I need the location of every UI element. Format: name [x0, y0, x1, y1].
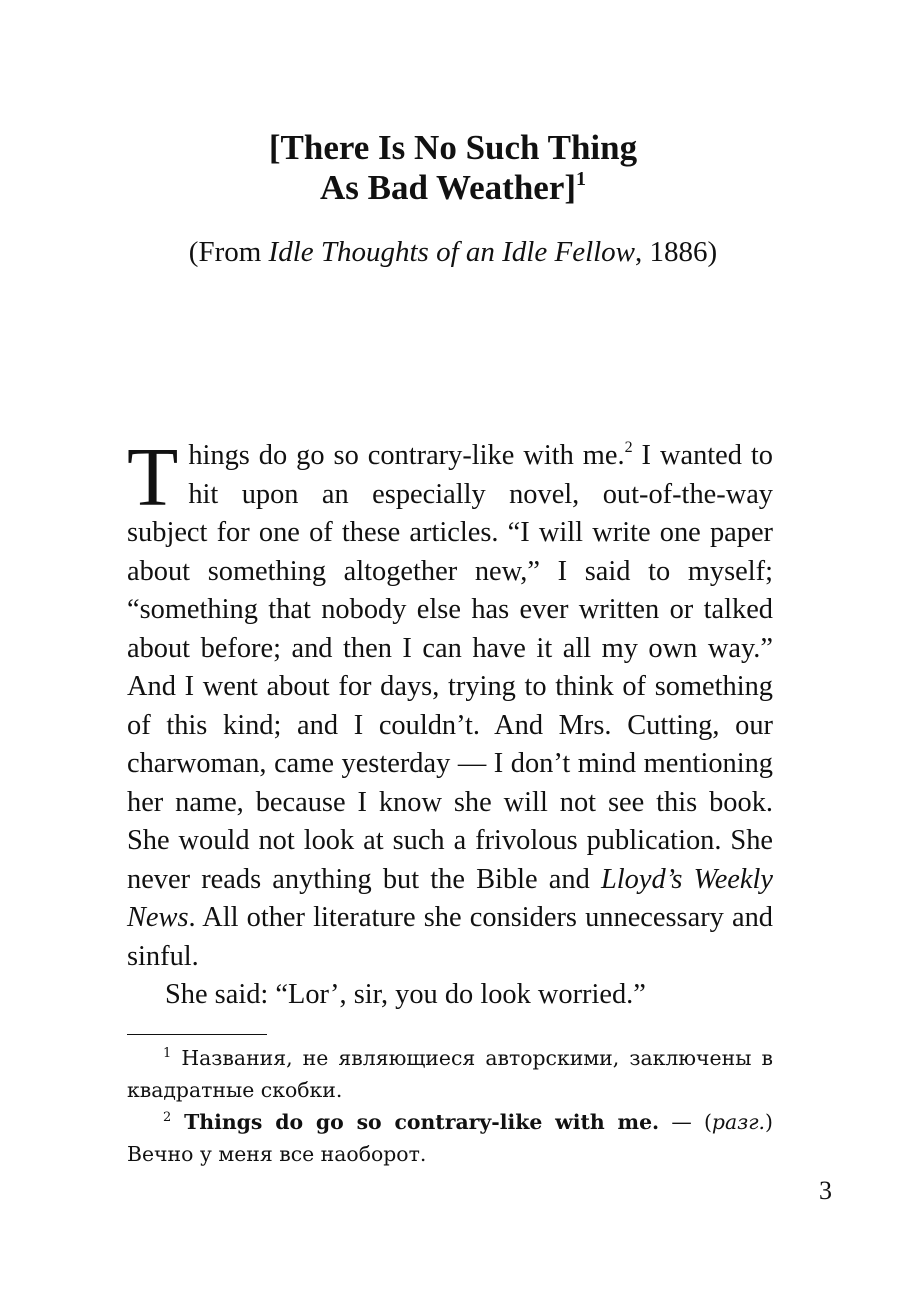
newspaper-title: Lloyd’s Weekly News — [127, 863, 773, 933]
paragraph-1-part-a: hings do go so contrary-like with me. — [188, 440, 625, 471]
source-open: (From — [188, 236, 269, 268]
footnote-2-number: 2 — [163, 1110, 172, 1125]
footnote-1-number: 1 — [163, 1046, 172, 1061]
main-text — [127, 431, 773, 1015]
footnote-2-dash: — ( — [659, 1110, 712, 1134]
footnote-separator — [127, 1034, 267, 1035]
footnote-1 — [127, 1042, 773, 1106]
footnote-2-label: разг. — [711, 1110, 766, 1134]
source-note — [0, 234, 906, 270]
footnote-1-text: Названия, не являющиеся авторскими, заключены в квадратные скобки. — [127, 1046, 773, 1102]
footnote-2-translation: ) Вечно у меня все наоборот. — [127, 1110, 773, 1166]
title-footnote-ref[interactable]: 1 — [576, 168, 587, 190]
page-number: 3 — [819, 1176, 832, 1205]
paragraph-2: She said: “Lor’, sir, you do look worried.” — [165, 979, 646, 1010]
source-work-title: Idle Thoughts of an Idle Fellow — [268, 236, 636, 268]
chapter-title-line-1: [There Is No Such Thing — [268, 128, 638, 167]
chapter-title-line-2-text: As Bad Weather] — [319, 168, 577, 207]
chapter-title — [0, 128, 906, 208]
drop-cap: T — [127, 431, 179, 524]
footnote-ref-2[interactable]: 2 — [624, 439, 633, 456]
paragraph-1-part-b: I wanted to hit upon an especially novel, out-of-the-way subject for one of these articles. “I will write one paper about something altogether new,” I said to myself; “something that nobody else has ever written or talked about before; and then I can have it all my own way.” And I went about for days, trying to think of something of this kind; and I couldn’t. And Mrs. Cutting, our charwoman, came yesterday — I don’t mind mentioning her name, because I know she will not see this book. She would not look at such a frivolous publication. She never reads anything but the Bible and — [127, 440, 773, 895]
footnote-2-phrase: Things do go so contrary-like with me. — [171, 1110, 660, 1134]
source-close: , 1886) — [635, 236, 718, 268]
footnotes — [127, 1042, 773, 1170]
chapter-title-line-2 — [0, 168, 906, 208]
paragraph-1-part-c: . All other literature she considers unnecessary and sinful. — [127, 902, 773, 972]
paragraph-1 — [127, 431, 773, 976]
footnote-2 — [127, 1106, 773, 1170]
